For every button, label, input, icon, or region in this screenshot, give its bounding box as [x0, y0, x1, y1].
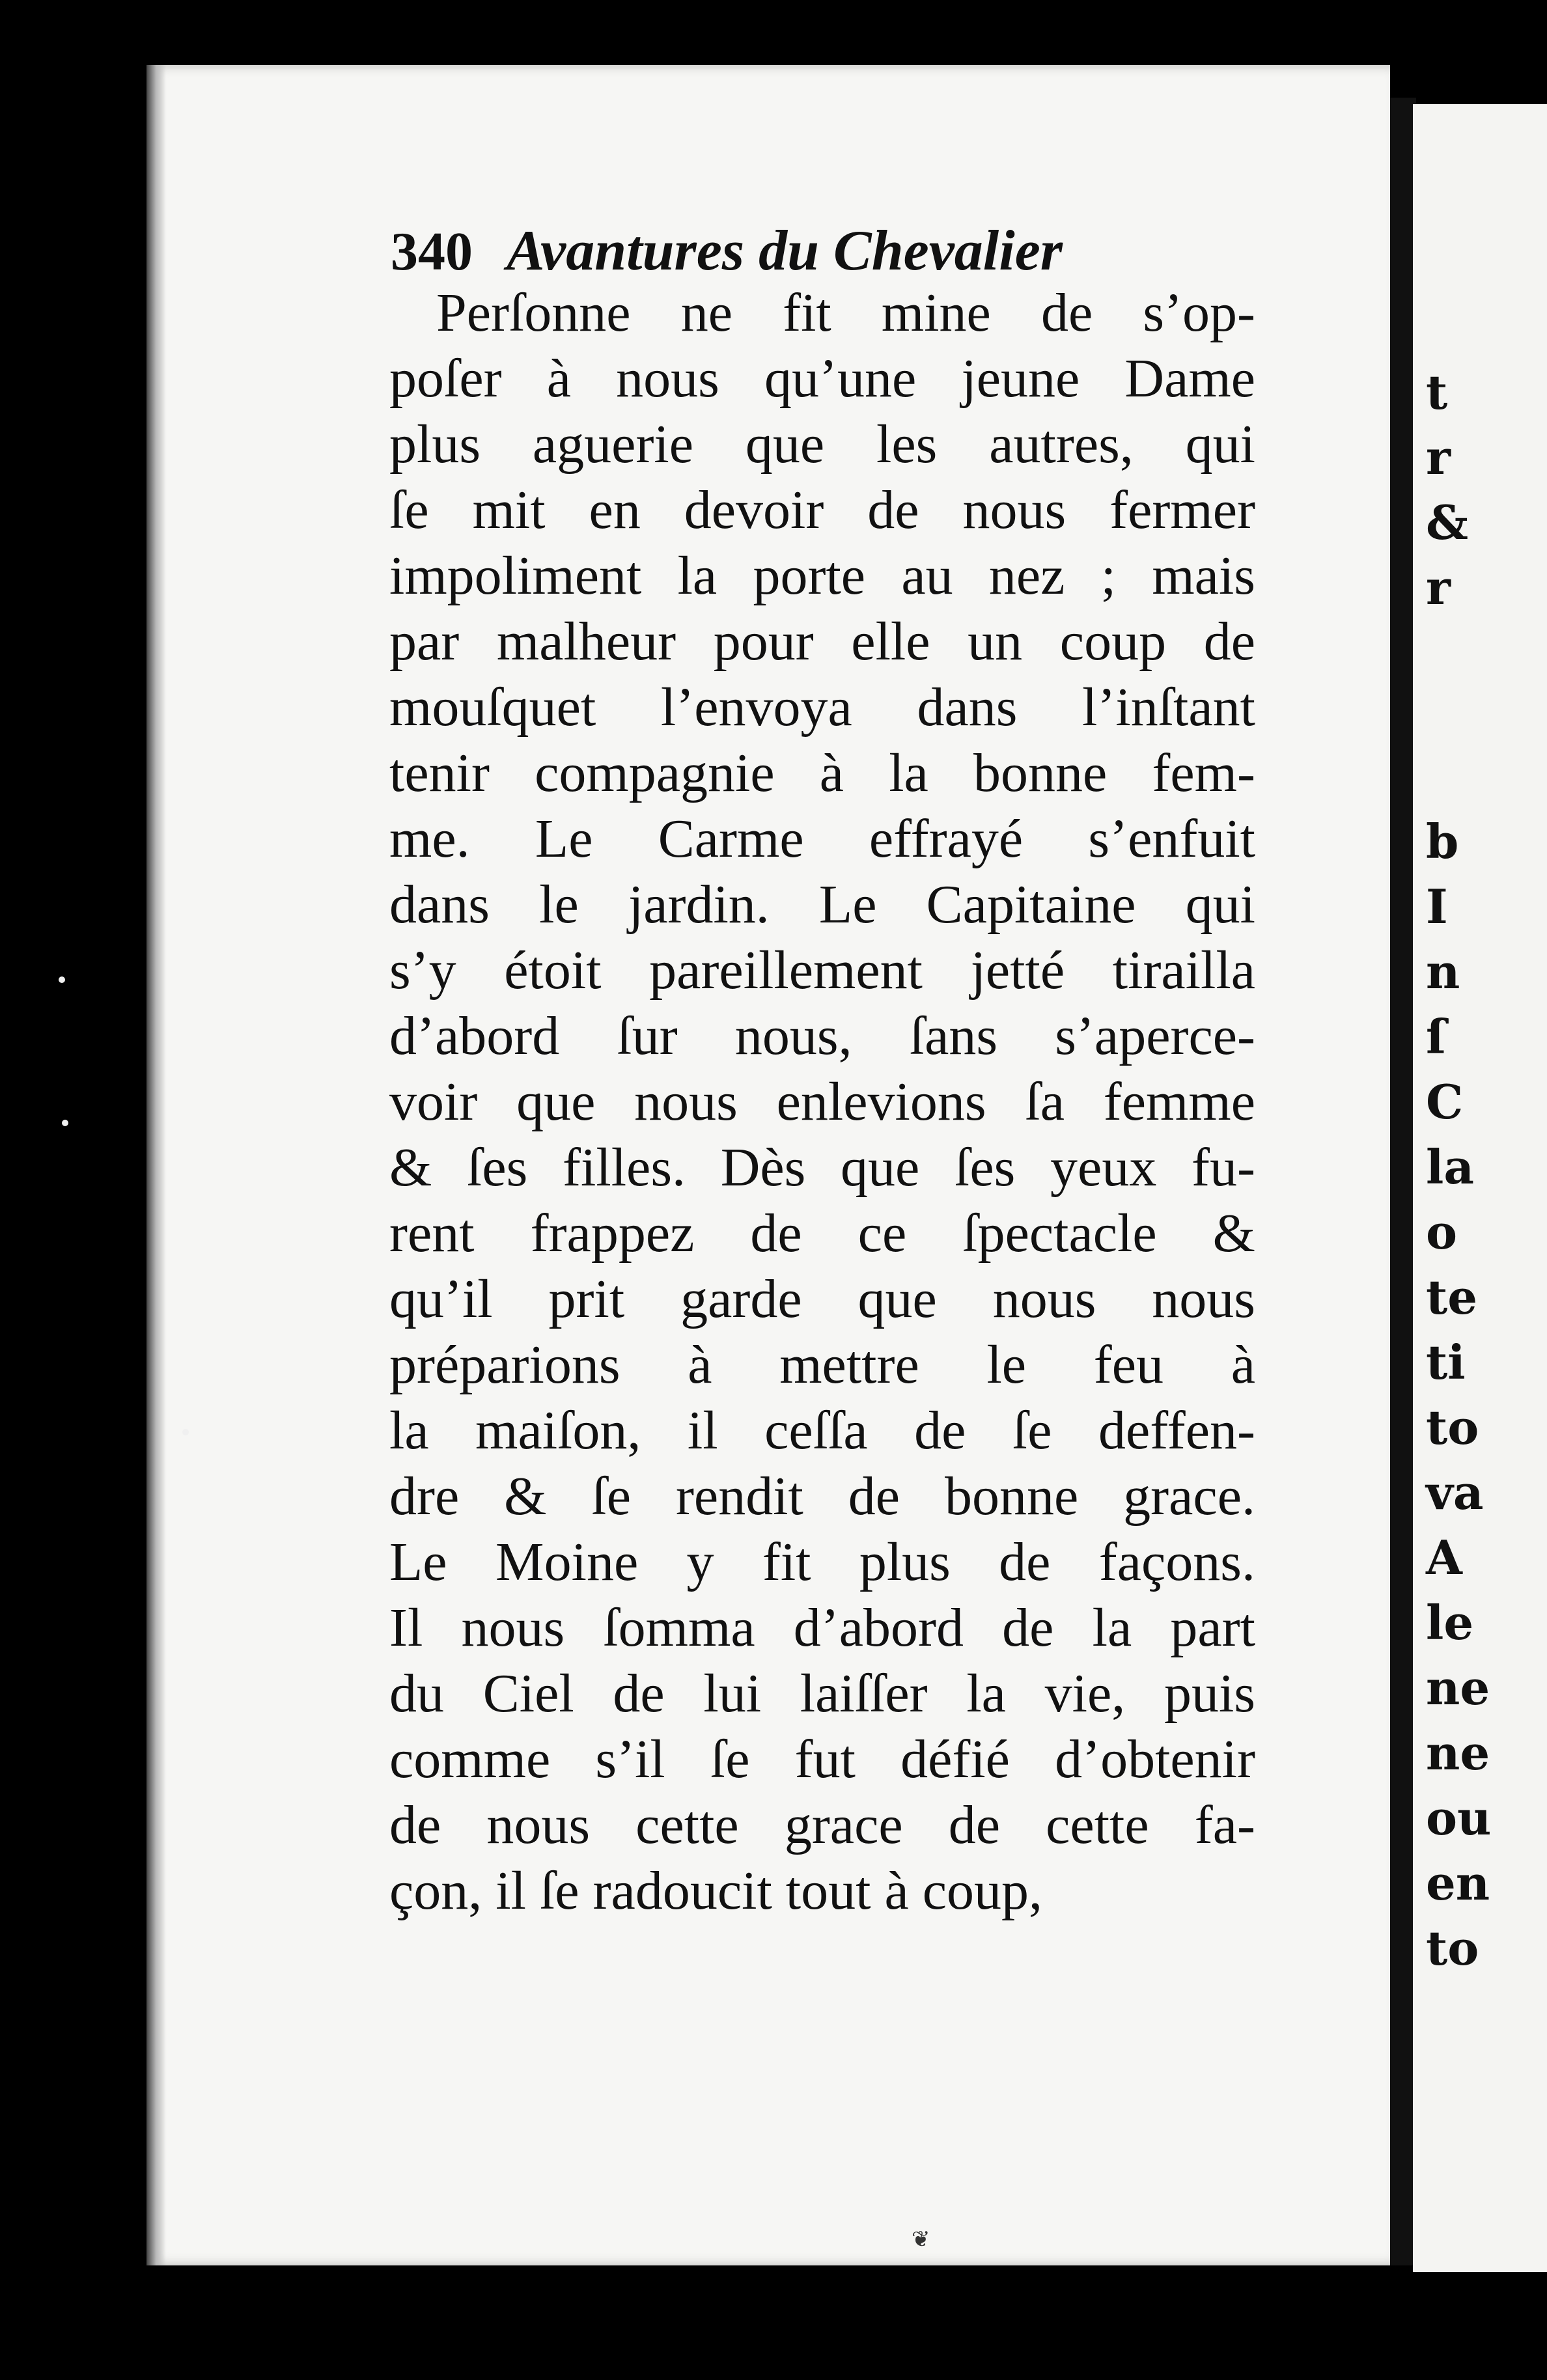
page-gutter [1390, 98, 1416, 2265]
scan-speck [62, 1120, 68, 1126]
text-line: Il nous ſomma d’abord de la part [389, 1598, 1255, 1658]
next-page-fragment: ti [1426, 1335, 1466, 1390]
text-line: la maiſon, il ceſſa de ſe deffen- [389, 1400, 1255, 1461]
next-page-fragment: ne [1426, 1725, 1490, 1780]
next-page-fragment: to [1426, 1400, 1479, 1455]
next-page-fragment: r [1426, 430, 1451, 485]
next-page-fragment: le [1426, 1595, 1474, 1650]
right-book-page-fragment [1413, 104, 1547, 2272]
text-line: dre & ſe rendit de bonne grace. [389, 1466, 1255, 1527]
next-page-fragment: ou [1426, 1790, 1492, 1846]
next-page-fragment: to [1426, 1920, 1479, 1976]
scan-speck [59, 976, 65, 983]
next-page-fragment: n [1426, 944, 1460, 999]
running-head [391, 218, 1205, 290]
text-line: çon, il ſe radoucit tout à coup, [389, 1861, 1043, 1921]
text-line: Perſonne ne fit mine de s’op- [436, 283, 1255, 343]
next-page-fragment: te [1426, 1269, 1478, 1325]
text-line: d’abord ſur nous, ſans s’aperce- [389, 1006, 1255, 1066]
next-page-fragment: ſ [1426, 1009, 1446, 1064]
text-line: mouſquet l’envoya dans l’inſtant [389, 677, 1255, 738]
scan-speck [182, 1429, 189, 1435]
text-line: me. Le Carme effrayé s’enfuit [389, 809, 1255, 869]
next-page-fragment: & [1426, 495, 1469, 550]
text-line: du Ciel de lui laiſſer la vie, puis [389, 1663, 1255, 1724]
text-line: ſe mit en devoir de nous fermer [389, 480, 1255, 540]
next-page-fragment: t [1426, 365, 1448, 420]
next-page-fragment: ne [1426, 1660, 1490, 1715]
text-line: rent frappez de ce ſpectacle & [389, 1203, 1255, 1264]
next-page-fragment: o [1426, 1204, 1458, 1260]
text-line: comme s’il ſe fut défié d’obtenir [389, 1729, 1255, 1790]
running-title: Avantures du Chevalier [507, 219, 1063, 283]
body-text [389, 280, 1255, 1924]
text-line: Le Moine y fit plus de façons. [389, 1532, 1255, 1592]
text-line: impoliment la porte au nez ; mais [389, 546, 1255, 606]
text-line: s’y étoit pareillement jetté tirailla [389, 940, 1255, 1001]
next-page-fragment: va [1426, 1465, 1484, 1520]
text-line: voir que nous enlevions ſa femme [389, 1072, 1255, 1132]
text-line: préparions à mettre le feu à [389, 1335, 1255, 1395]
next-page-fragment: I [1426, 879, 1448, 934]
text-line: de nous cette grace de cette fa- [389, 1795, 1255, 1855]
text-line: plus aguerie que les autres, qui [389, 414, 1255, 475]
next-page-fragment: en [1426, 1855, 1490, 1911]
next-page-fragment: r [1426, 560, 1451, 615]
text-line: poſer à nous qu’une jeune Dame [389, 348, 1255, 409]
text-line: qu’il prit garde que nous nous [389, 1269, 1255, 1329]
text-line: tenir compagnie à la bonne fem- [389, 743, 1255, 803]
printers-ornament: ❦ [912, 2226, 930, 2252]
text-line: & ſes filles. Dès que ſes yeux fu- [389, 1137, 1255, 1198]
page-number: 340 [391, 221, 473, 282]
next-page-fragment: b [1426, 814, 1459, 869]
text-line: dans le jardin. Le Capitaine qui [389, 874, 1255, 935]
next-page-fragment: A [1426, 1530, 1462, 1585]
next-page-fragment: la [1426, 1139, 1475, 1195]
text-line: par malheur pour elle un coup de [389, 611, 1255, 672]
next-page-fragment: C [1426, 1074, 1464, 1129]
